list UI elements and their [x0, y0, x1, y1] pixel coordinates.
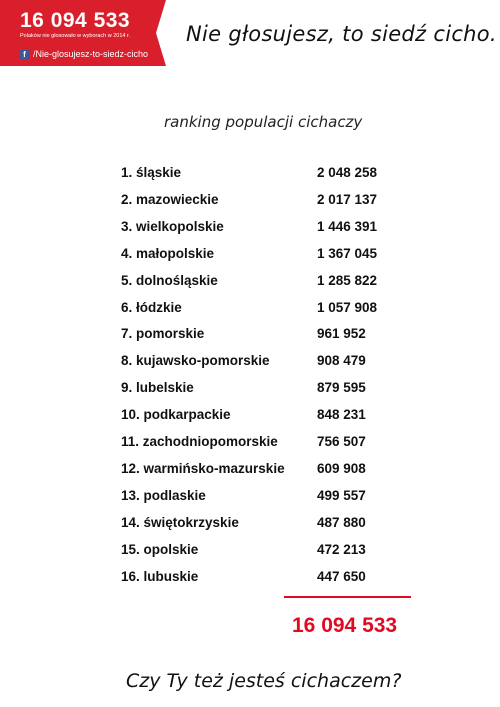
total-value: 16 094 533 [292, 614, 398, 637]
region-name: 2. mazowieckie [121, 191, 219, 207]
region-value: 609 908 [317, 460, 366, 476]
ranking-title: ranking populacji cichaczy [164, 113, 363, 131]
ranking-row [121, 273, 411, 293]
facebook-link-text: /Nie-glosujesz-to-siedz-cicho [33, 49, 149, 59]
region-value: 879 595 [317, 380, 366, 396]
facebook-link[interactable] [20, 49, 148, 59]
region-value: 961 952 [317, 326, 366, 342]
ranking-row [121, 434, 411, 454]
region-value: 472 213 [317, 541, 366, 557]
region-name: 11. zachodniopomorskie [121, 434, 278, 449]
ranking-row [121, 569, 411, 589]
region-name: 9. lubelskie [121, 380, 194, 396]
slogan: Nie głosujesz, to siedź cicho. [186, 22, 497, 46]
region-name: 8. kujawsko-pomorskie [121, 353, 270, 369]
ranking-row [121, 192, 411, 212]
region-name: 3. wielkopolskie [121, 218, 224, 234]
facebook-icon: f [20, 50, 29, 59]
region-name: 12. warmińsko-mazurskie [121, 460, 285, 476]
region-value: 2 017 137 [317, 191, 378, 207]
region-value: 908 479 [317, 353, 366, 369]
ranking-row [121, 461, 411, 481]
region-name: 10. podkarpackie [121, 407, 231, 423]
banner-note: Polaków nie głosowało w wyborach w 2014 r. [20, 33, 131, 39]
total-divider [284, 596, 411, 598]
ranking-row [121, 300, 411, 320]
ranking-row [121, 246, 411, 266]
ranking-row [121, 219, 411, 239]
region-name: 15. opolskie [121, 541, 199, 557]
region-value: 848 231 [317, 407, 366, 423]
region-name: 13. podlaskie [121, 487, 206, 503]
ranking-row [121, 542, 411, 562]
ranking-row [121, 380, 411, 400]
region-name: 16. lubuskie [121, 568, 199, 584]
region-name: 14. świętokrzyskie [121, 514, 239, 530]
ranking-row [121, 326, 411, 346]
region-value: 756 507 [317, 434, 366, 449]
region-value: 1 057 908 [317, 299, 378, 315]
region-name: 7. pomorskie [121, 326, 205, 342]
ranking-row [121, 407, 411, 427]
region-value: 487 880 [317, 514, 366, 530]
region-value: 1 367 045 [317, 245, 378, 261]
region-name: 5. dolnośląskie [121, 272, 218, 288]
region-name: 1. śląskie [121, 165, 182, 180]
closing-question: Czy Ty też jesteś cichaczem? [126, 670, 402, 692]
ranking-row [121, 515, 411, 535]
ranking-row [121, 165, 411, 185]
region-value: 1 446 391 [317, 218, 378, 234]
region-value: 2 048 258 [317, 165, 378, 180]
region-value: 447 650 [317, 568, 366, 584]
banner-count: 16 094 533 [20, 9, 131, 32]
ranking-row [121, 353, 411, 373]
region-name: 4. małopolskie [121, 245, 215, 261]
ranking-row [121, 488, 411, 508]
region-name: 6. łódzkie [121, 299, 182, 315]
region-value: 1 285 822 [317, 272, 378, 288]
region-value: 499 557 [317, 487, 366, 503]
header-banner [0, 0, 168, 66]
